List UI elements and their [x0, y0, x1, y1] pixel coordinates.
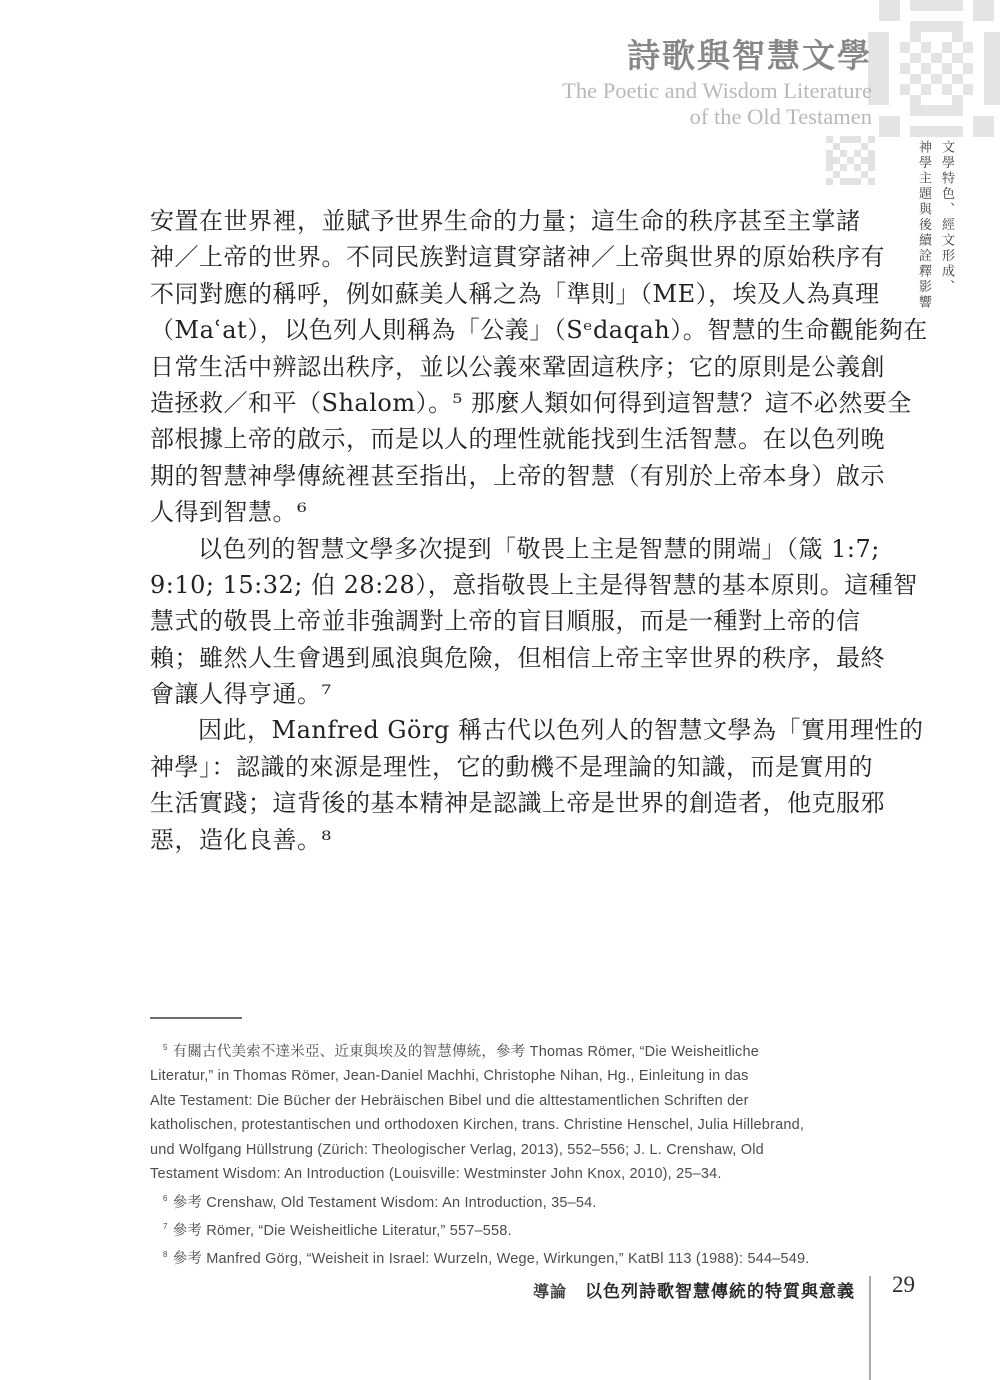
page-title-en-line1: The Poetic and Wisdom Literature — [562, 78, 872, 103]
footnote-line: Testament Wisdom: An Introduction (Louisville: Westminster John Knox, 2010), 25–34. — [150, 1166, 722, 1183]
body-line: 慧式的敬畏上帝並非強調對上帝的盲目順服，而是一種對上帝的信 — [150, 607, 861, 636]
body-line: 部根據上帝的啟示，而是以人的理性就能找到生活智慧。在以色列晚 — [150, 425, 885, 454]
chapter-header — [562, 34, 872, 130]
footnote-marker: 8 — [163, 1250, 168, 1260]
running-footer — [533, 1277, 855, 1302]
footnote-7 — [150, 1215, 862, 1243]
body-line: 惡，造化良善。⁸ — [150, 825, 332, 854]
footnote-8 — [150, 1243, 862, 1271]
page-number: 29 — [892, 1272, 915, 1297]
page-title-zh: 詩歌與智慧文學 — [627, 36, 872, 75]
footer-section-label: 導論 — [532, 1282, 567, 1301]
footnote-line — [150, 1215, 862, 1243]
footnote-line — [150, 1187, 862, 1215]
body-line: （Maʿat），以色列人則稱為「公義」（Sᵉdaqah）。智慧的生命觀能夠在 — [150, 316, 928, 345]
footnote-line — [150, 1036, 862, 1064]
footnote-marker: 7 — [163, 1222, 168, 1232]
footer-section-title: 以色列詩歌智慧傳統的特質與意義 — [585, 1282, 855, 1302]
body-line: 神／上帝的世界。不同民族對這貫穿諸神／上帝與世界的原始秩序有 — [150, 243, 885, 272]
body-line: 期的智慧神學傳統裡甚至指出，上帝的智慧（有別於上帝本身）啟示 — [150, 461, 885, 490]
body-line: 會讓人得亨通。⁷ — [150, 680, 332, 709]
lattice-pattern-decoration — [868, 0, 1000, 137]
footnote-text: 參考 Crenshaw, Old Testament Wisdom: An Introduction, 35–54. — [172, 1194, 597, 1211]
footnotes — [150, 1036, 862, 1272]
footnote-line: katholischen, protestantischen und orthodoxen Kirchen, trans. Christine Henschel, Julia Hillebrand, — [150, 1117, 805, 1134]
footnote-text: 參考 Manfred Görg, “Weisheit in Israel: Wurzeln, Wege, Wirkungen,” KatBl 113 (1988): 544–549. — [172, 1251, 810, 1268]
body-line: 日常生活中辨認出秩序，並以公義來鞏固這秩序；它的原則是公義創 — [150, 352, 885, 381]
footnote-text: 參考 Römer, “Die Weisheitliche Literatur,” 557–558. — [172, 1222, 512, 1239]
footnote-marker: 6 — [163, 1193, 168, 1203]
paragraph — [150, 712, 924, 858]
body-line: 以色列的智慧文學多次提到「敬畏上主是智慧的開端」（箴 1:7; — [198, 534, 880, 563]
footnote-line: und Wolfgang Hüllstrung (Zürich: Theologischer Verlag, 2013), 552–556; J. L. Crenshaw, Old — [150, 1141, 764, 1158]
body-line: 9:10; 15:32; 伯 28:28），意指敬畏上主是得智慧的基本原則。這種智 — [150, 570, 918, 599]
body-line: 生活實踐；這背後的基本精神是認識上帝是世界的創造者，他克服邪 — [150, 789, 885, 818]
footnote-line — [150, 1243, 862, 1271]
body-line: 人得到智慧。⁶ — [150, 498, 308, 527]
side-vertical-text-col1: 文學特色、經文形成、 — [939, 140, 954, 295]
seal-pattern-decoration — [826, 136, 875, 185]
footer-vertical-rule — [869, 1276, 871, 1380]
page-title-en-line2: of the Old Testamen — [689, 104, 872, 129]
footnote-line: Literatur,” in Thomas Römer, Jean-Daniel Machhi, Christophe Nihan, Hg., Einleitung in das — [150, 1068, 749, 1085]
paragraph — [150, 531, 918, 713]
side-vertical-text-col2: 神學主題與後續詮釋影響 — [916, 140, 931, 311]
footnote-text: 有關古代美索不達米亞、近東與埃及的智慧傳統，參考 Thomas Römer, “Die Weisheitliche — [172, 1043, 760, 1060]
footnote-6 — [150, 1187, 862, 1215]
body-line: 因此，Manfred Görg 稱古代以色列人的智慧文學為「實用理性的 — [198, 716, 924, 745]
body-line: 賴；雖然人生會遇到風浪與危險，但相信上帝主宰世界的秩序，最終 — [150, 643, 885, 672]
footnote-separator-rule — [150, 1017, 242, 1019]
body-line: 安置在世界裡，並賦予世界生命的力量；這生命的秩序甚至主掌諸 — [150, 207, 861, 235]
footnote-line: Alte Testament: Die Bücher der Hebräischen Bibel und die alttestamentlichen Schriften der — [150, 1092, 749, 1109]
footnote-marker: 5 — [163, 1043, 168, 1052]
body-line: 不同對應的稱呼，例如蘇美人稱之為「準則」（ME），埃及人為真理 — [150, 279, 880, 308]
body-line: 造拯救／和平（Shalom）。⁵ 那麼人類如何得到這智慧？這不必然要全 — [150, 388, 912, 417]
body-line: 神學」：認識的來源是理性，它的動機不是理論的知識，而是實用的 — [150, 752, 873, 781]
footnote-5 — [150, 1036, 862, 1187]
